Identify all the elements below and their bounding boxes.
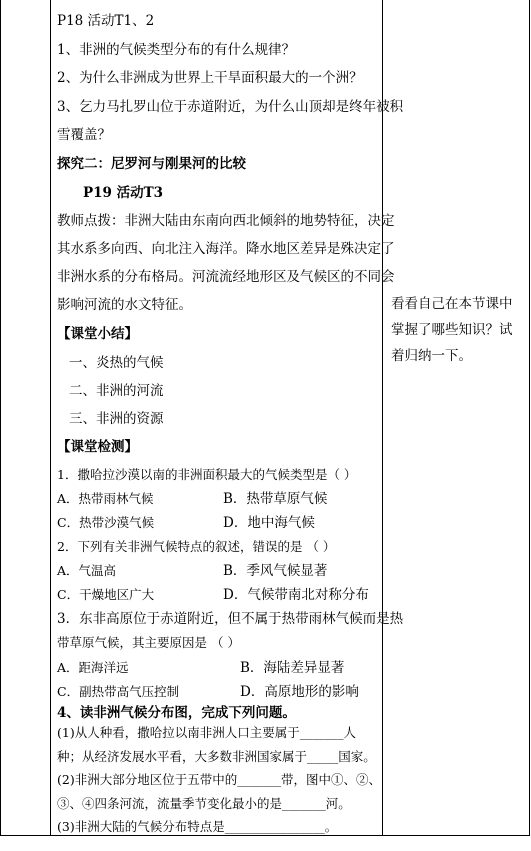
text-line: 3、乞力马扎罗山位于赤道附近，为什么山顶却是终年被积: [57, 99, 404, 115]
side-note: 看看自己在本节课中掌握了哪些知识？试着归纳一下。: [391, 296, 513, 364]
text-line: 教师点拨：非洲大陆由东南向西北倾斜的地势特征，决定: [57, 213, 395, 229]
text-line: 4、读非洲气候分布图，完成下列问题。: [57, 705, 296, 721]
text-line: 2、为什么非洲成为世界上干旱面积最大的一个洲？: [57, 70, 363, 86]
answer-option: D．高原地形的影响: [240, 684, 359, 700]
text-line: 1、非洲的气候类型分布的有什么规律？: [57, 42, 296, 58]
text-line: (1)从人种看，撒哈拉以南非洲人口主要属于_______人: [57, 725, 356, 740]
table-divider-2: [382, 0, 383, 836]
text-line: 三、非洲的资源: [69, 411, 164, 427]
text-line: A．距海洋远: [57, 660, 129, 675]
text-line: 雪覆盖？: [57, 127, 111, 143]
text-line: ③、④四条河流，流量季节变化最小的是_______河。: [57, 796, 351, 811]
answer-option: B．海陆差异显著: [240, 660, 345, 676]
text-line: 影响河流的水文特征。: [57, 297, 192, 313]
text-line: C．热带沙漠气候: [57, 515, 155, 530]
text-line: P19 活动T3: [83, 185, 164, 201]
text-line: C．副热带高气压控制: [57, 684, 180, 699]
text-line: 二、非洲的河流: [69, 383, 164, 399]
table-border-right: [529, 0, 530, 836]
text-line: 2．下列有关非洲气候特点的叙述，错误的是 （ ）: [57, 539, 336, 554]
text-line: A．热带雨林气候: [57, 491, 154, 506]
text-line: 【课堂小结】: [57, 326, 138, 342]
answer-option: B．季风气候显著: [223, 563, 328, 579]
text-line: 其水系多向西、向北注入海洋。降水地区差异是殊决定了: [57, 241, 395, 257]
answer-option: B．热带草原气候: [223, 491, 328, 507]
table-border-left: [0, 0, 1, 836]
answer-option: D．地中海气候: [223, 515, 315, 531]
text-line: 种；从经济发展水平看，大多数非洲国家属于_____国家。: [57, 749, 376, 764]
text-line: (3)非洲大陆的气候分布特点是________________。: [57, 819, 338, 834]
text-line: 带草原气候，其主要原因是 （ ）: [57, 635, 240, 650]
text-line: A．气温高: [57, 563, 117, 578]
text-line: 1．撒哈拉沙漠以南的非洲面积最大的气候类型是（ ）: [57, 467, 357, 482]
text-line: P18 活动T1、2: [57, 13, 155, 29]
text-line: (2)非洲大部分地区位于五带中的_______带，图中①、②、: [57, 772, 381, 787]
answer-option: D．气候带南北对称分布: [223, 587, 369, 603]
text-line: 探究二：尼罗河与刚果河的比较: [57, 156, 246, 172]
text-line: 一、炎热的气候: [69, 355, 164, 371]
table-divider-1: [50, 0, 51, 836]
text-line: 【课堂检测】: [57, 439, 138, 455]
text-line: 非洲水系的分布格局。河流流经地形区及气候区的不同会: [57, 269, 395, 285]
text-line: 3．东非高原位于赤道附近，但不属于热带雨林气候而是热: [57, 611, 404, 627]
text-line: C．干燥地区广大: [57, 587, 155, 602]
